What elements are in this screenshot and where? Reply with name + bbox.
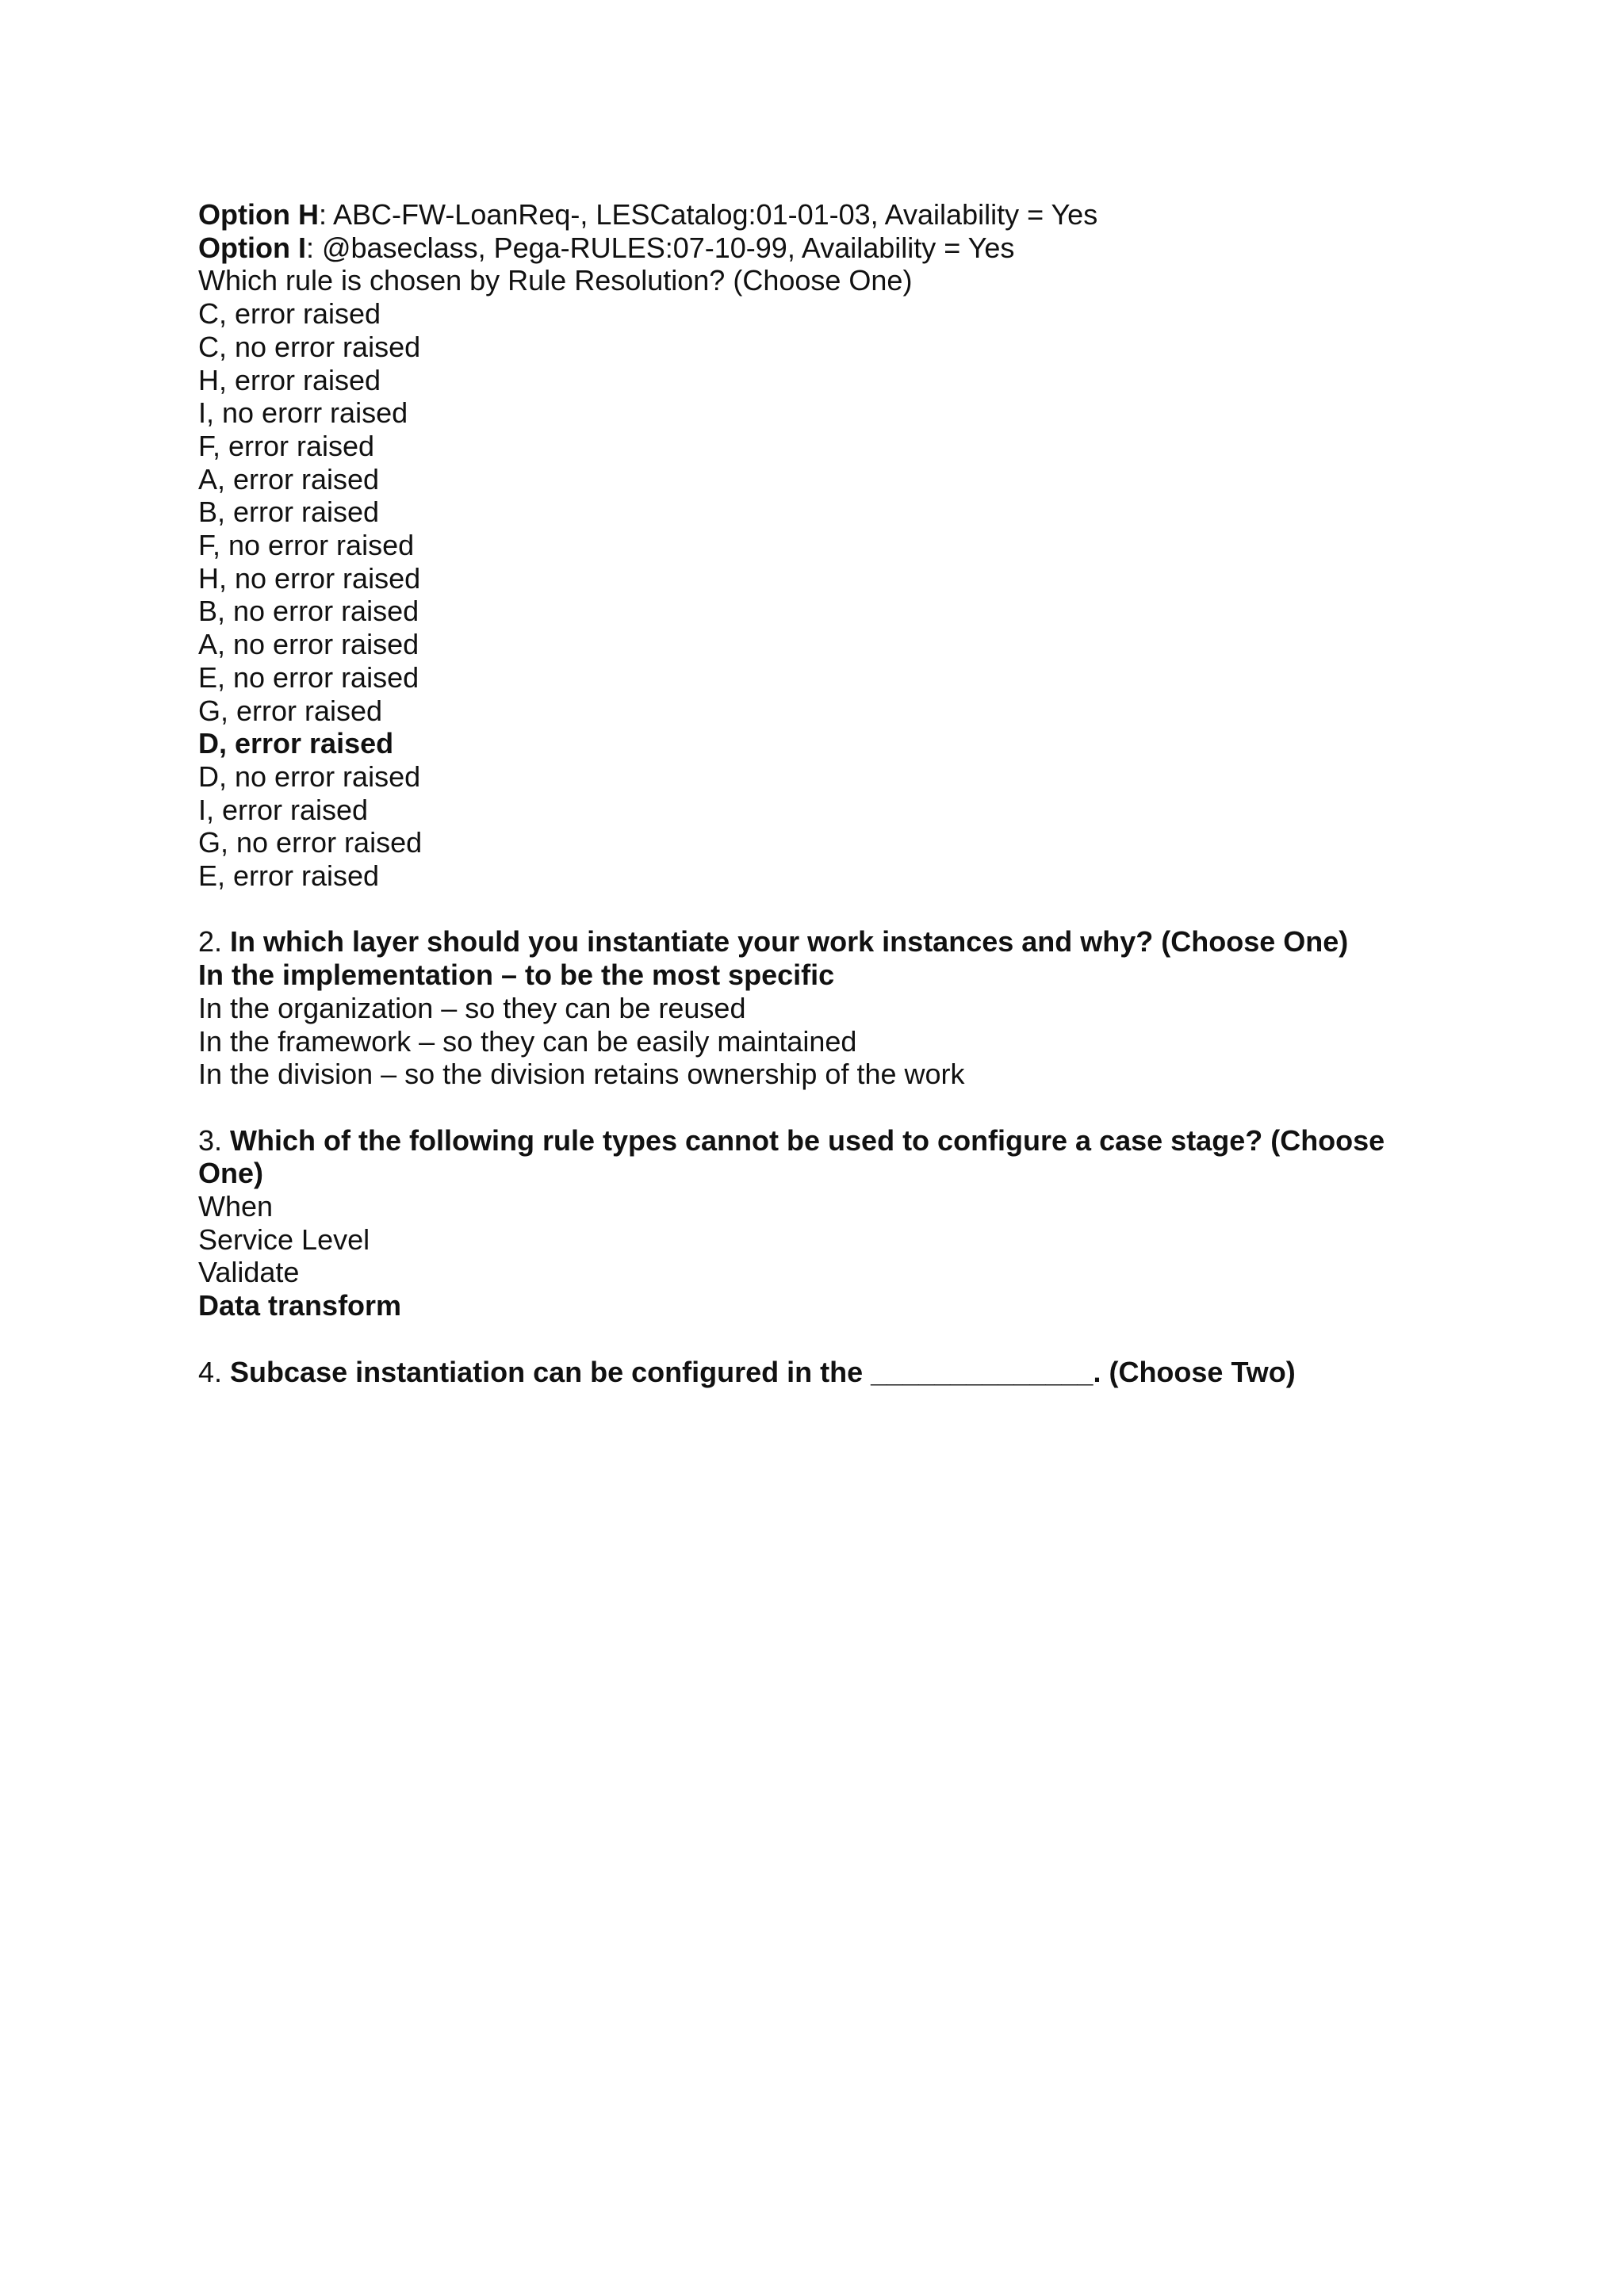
option-i — [198, 232, 1435, 265]
q2-text: In which layer should you instantiate your work instances and why? (Choose One) — [230, 925, 1349, 959]
q1-answer: B, no error raised — [198, 595, 419, 628]
option-h-label: Option H — [198, 198, 319, 231]
q1-answer: C, no error raised — [198, 330, 421, 363]
option-h-text: : ABC-FW-LoanReq-, LESCatalog:01-01-03, Availability = Yes — [318, 198, 1098, 231]
option-i-text: : @baseclass, Pega-RULES:07-10-99, Availability = Yes — [305, 231, 1015, 264]
q1-answer: A, error raised — [198, 462, 380, 496]
q1-answer: E, error raised — [198, 859, 380, 893]
option-i-label: Option I — [198, 231, 306, 264]
q1-answer: D, no error raised — [198, 760, 421, 793]
q1-answer: G, no error raised — [198, 826, 423, 859]
q3-answer: Validate — [198, 1256, 300, 1289]
q1-answer: H, no error raised — [198, 561, 421, 595]
q2-question — [198, 925, 1435, 959]
q4-question — [198, 1356, 1435, 1389]
q1-answer: I, no erorr raised — [198, 396, 408, 430]
q3-question — [198, 1124, 1404, 1190]
q1-answer: F, error raised — [198, 429, 375, 462]
q1-question: Which rule is chosen by Rule Resolution? (Choose One) — [198, 264, 913, 297]
q1-answer: B, error raised — [198, 496, 380, 529]
q2-answer: In the organization – so they can be reused — [198, 991, 746, 1024]
spacer — [198, 1091, 1435, 1124]
option-h — [198, 198, 1435, 232]
q1-answer: I, error raised — [198, 793, 369, 826]
q3-answer: Service Level — [198, 1223, 370, 1256]
q1-correct-answer: D, error raised — [198, 727, 394, 760]
q2-number: 2. — [198, 925, 231, 959]
q1-answer: E, no error raised — [198, 660, 419, 694]
spacer — [198, 893, 1435, 926]
q1-answer: H, error raised — [198, 363, 381, 396]
q3-number: 3. — [198, 1123, 231, 1157]
q3-correct-answer: Data transform — [198, 1289, 402, 1322]
q1-answer: F, no error raised — [198, 529, 415, 562]
q2-answer: In the framework – so they can be easily maintained — [198, 1024, 857, 1058]
document-page — [198, 198, 1435, 1388]
q4-number: 4. — [198, 1355, 231, 1388]
q2-answer: In the division – so the division retains ownership of the work — [198, 1058, 965, 1091]
q4-text: Subcase instantiation can be configured in the ______________. (Choose Two) — [230, 1355, 1296, 1388]
q2-correct-answer: In the implementation – to be the most specific — [198, 959, 835, 992]
q1-answer: C, error raised — [198, 297, 381, 331]
q1-answer: G, error raised — [198, 694, 383, 727]
q3-text: Which of the following rule types cannot be used to configure a case stage? (Choose One) — [198, 1123, 1385, 1190]
spacer — [198, 1322, 1435, 1356]
q1-answer: A, no error raised — [198, 628, 419, 661]
q3-answer: When — [198, 1190, 274, 1223]
